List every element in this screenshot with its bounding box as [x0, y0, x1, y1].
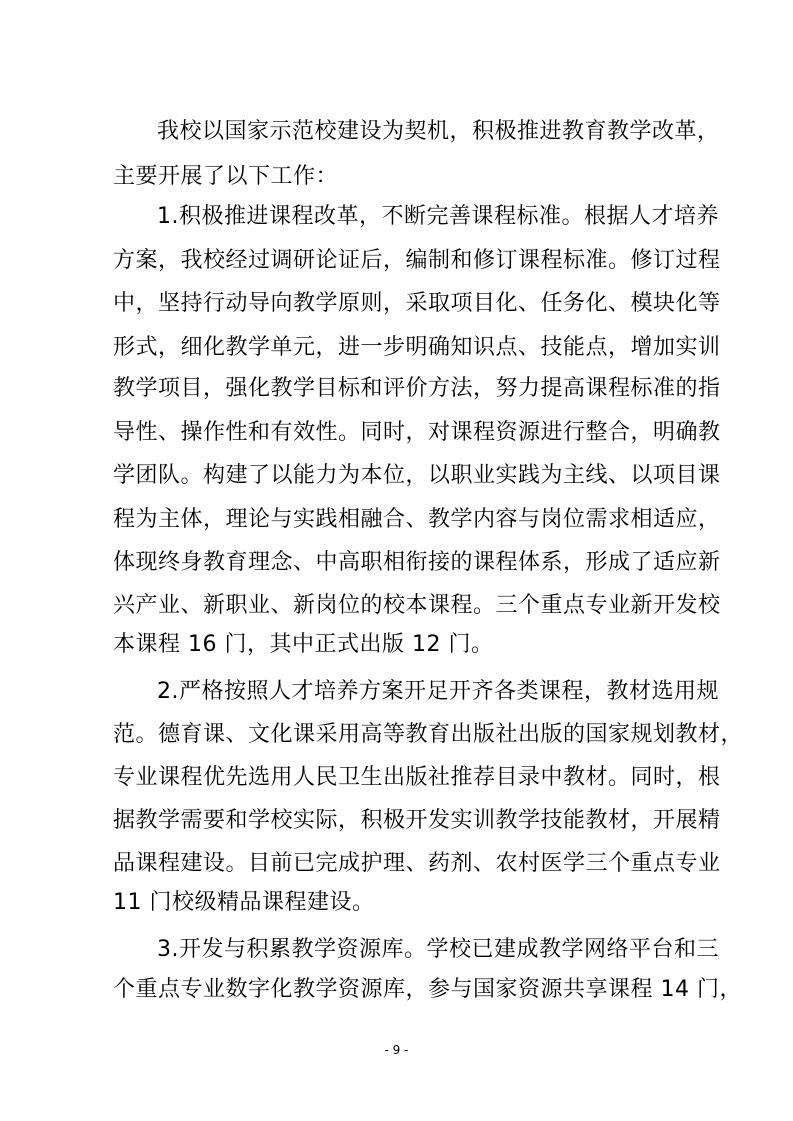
text-line: 教学项目，强化教学目标和评价方法，努力提高课程标准的指 — [113, 376, 721, 401]
text-line: 品课程建设。目前已完成护理、药剂、农村医学三个重点专业 — [113, 851, 721, 876]
text-line: 兴产业、新职业、新岗位的校本课程。三个重点专业新开发校 — [113, 593, 721, 618]
text-line: 主要开展了以下工作： — [113, 164, 339, 189]
text-line: 11 门校级精品课程建设。 — [113, 890, 375, 915]
paragraph-3-start: 3.开发与积累教学资源库。学校已建成教学网络平台和三 — [157, 937, 719, 962]
text-line: 中，坚持行动导向教学原则，采取项目化、任务化、模块化等 — [113, 291, 721, 316]
text-line: 我校以国家示范校建设为契机，积极推进教育教学改革， — [157, 119, 720, 144]
text-line: 方案，我校经过调研论证后，编制和修订课程标准。修订过程 — [113, 248, 721, 273]
text-line: 体现终身教育理念、中高职相衔接的课程体系，形成了适应新 — [113, 550, 721, 575]
paragraph-2-start: 2.严格按照人才培养方案开足开齐各类课程，教材选用规 — [157, 679, 719, 704]
text-line: 范。德育课、文化课采用高等教育出版社出版的国家规划教材， — [113, 722, 744, 747]
text-line: 专业课程优先选用人民卫生出版社推荐目录中教材。同时，根 — [113, 765, 721, 790]
text-line: 学团队。构建了以能力为本位，以职业实践为主线、以项目课 — [113, 463, 721, 488]
text-line: 形式，细化教学单元，进一步明确知识点、技能点，增加实训 — [113, 335, 721, 360]
text-line: 本课程 16 门，其中正式出版 12 门。 — [113, 632, 494, 657]
paragraph-1-start: 1.积极推进课程改革，不断完善课程标准。根据人才培养 — [157, 204, 719, 229]
text-line: 个重点专业数字化教学资源库，参与国家资源共享课程 14 门， — [113, 977, 742, 1002]
text-line: 导性、操作性和有效性。同时，对课程资源进行整合，明确教 — [113, 420, 721, 445]
text-line: 程为主体，理论与实践相融合、教学内容与岗位需求相适应， — [113, 507, 721, 532]
text-line: 据教学需要和学校实际，积极开发实训教学技能教材，开展精 — [113, 808, 721, 833]
page-number: - 9 - — [384, 1043, 409, 1057]
